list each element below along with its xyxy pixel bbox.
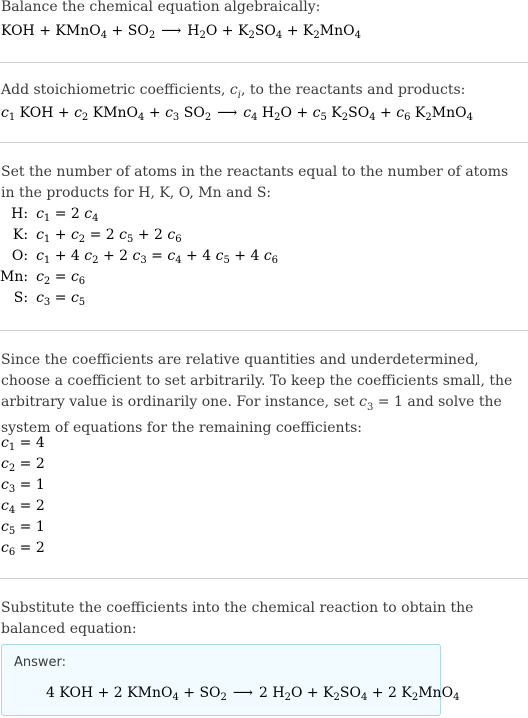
divider — [0, 62, 528, 63]
coefficients-intro-text: Add stoichiometric coefficients, $c_i$, to the reactants and products: — [1, 82, 466, 101]
equation-row-o: O: $c_1 + 4$ $c_2 + 2$ $c_3 = c_4 + 4$ $c_5 + 4$ $c_6$ — [11, 248, 279, 266]
substitute-intro-text: Substitute the coefficients into the chemical reaction to obtain the balanced equation: — [1, 600, 474, 637]
answer-label: Answer: — [14, 655, 67, 670]
divider — [0, 330, 528, 331]
product-k2so4: $K_2SO_4$ — [237, 23, 283, 41]
atom-balance-system — [0, 204, 278, 309]
divider — [0, 578, 528, 579]
solve-intro-text: Since the coefficients are relative quantities and underdetermined, choose a coefficient to set arbitrarily. To keep the coefficients small, the arbitrary value is ordinarily one. For instance, set $c_3 = 1$ and solve the system of equations for the remaining coefficients: — [1, 352, 513, 436]
equation-row-k: K: $c_1 + c_2 = 2$ $c_5 + 2$ $c_6$ — [12, 227, 182, 245]
solution-c6: $c_6 = 2$ — [1, 540, 45, 558]
solution-c5: $c_5 = 1$ — [1, 519, 45, 537]
reaction-arrow: ⟶ — [161, 23, 182, 39]
solution-c1: $c_1 = 4$ — [1, 435, 45, 453]
solution-c3: $c_3 = 1$ — [1, 477, 45, 495]
balance-intro-text: Balance the chemical equation algebraically: — [1, 0, 321, 15]
answer-box — [1, 644, 460, 716]
solution-c2: $c_2 = 2$ — [1, 456, 45, 474]
equation-row-h: H: $c_1 = 2$ $c_4$ — [11, 206, 99, 224]
balanced-equation: 4 KOH + 2 KMnO$_4$ + $SO_2$ ⟶ 2 $H_2O + K_2SO_4 + 2$ $K_2MnO_4$ — [46, 685, 460, 703]
solution-c4: $c_4 = 2$ — [1, 498, 45, 516]
equation-row-s: S: $c_3 = c_5$ — [13, 290, 86, 308]
unbalanced-equation: KOH + KMnO$_4$ + $SO_2$ ⟶ $H_2O + K_2SO_4 + K_2MnO_4$ — [1, 23, 361, 41]
product-k2mno4: $K_2MnO_4$ — [302, 23, 361, 41]
product-h2o: $H_2O$ — [187, 23, 218, 41]
atom-balance-intro-text: Set the number of atoms in the reactants equal to the number of atoms in the products for H, K, O, Mn and S: — [1, 164, 509, 201]
divider — [0, 142, 528, 143]
reactant-so2: $SO_2$ — [127, 23, 156, 41]
equation-row-mn: Mn: $c_2 = c_6$ — [0, 269, 86, 287]
reactant-koh: KOH — [1, 23, 35, 39]
solution-list — [1, 433, 45, 559]
reactant-kmno4: KMnO$_4$ — [55, 23, 108, 41]
coefficient-equation: $c_1$ KOH + $c_2$ KMnO$_4$ + $c_3$ $SO_2$ ⟶ $c_4$ $H_2O + c_5$ $K_2SO_4 + c_6$ $K_2MnO_4$ — [1, 105, 473, 123]
